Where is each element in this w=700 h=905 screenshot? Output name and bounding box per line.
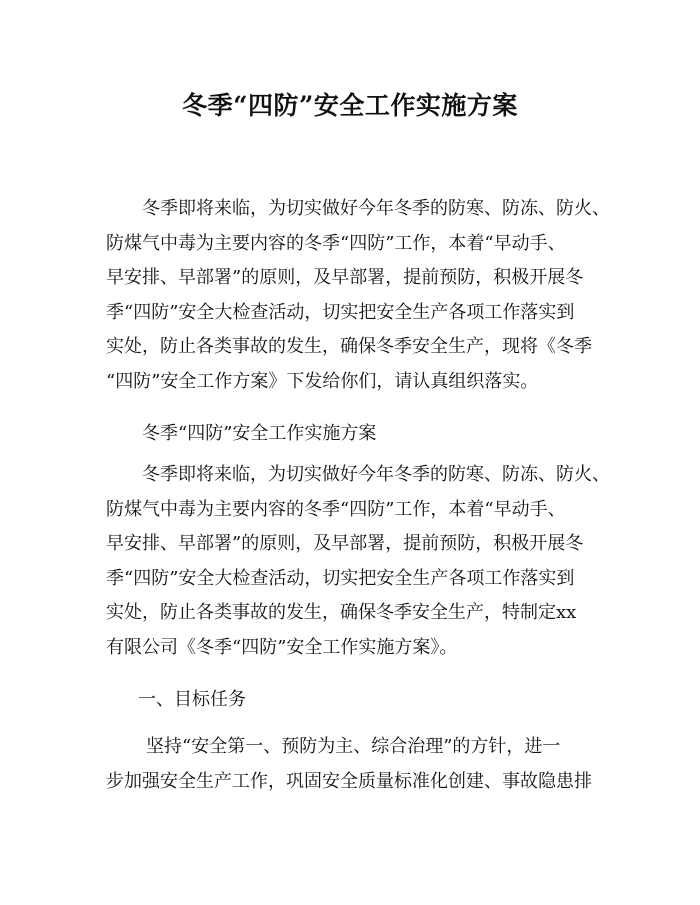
goal-paragraph <box>106 730 606 799</box>
paragraph-line: 实处，防止各类事故的发生，确保冬季安全生产，特制定xx <box>106 602 577 624</box>
paragraph-line: 冬季即将来临，为切实做好今年冬季的防寒、防冻、防火、 <box>142 464 610 485</box>
intro-paragraph <box>106 192 610 400</box>
paragraph-line: 季“四防”安全大检查活动，切实把安全生产各项工作落实到 <box>106 567 575 589</box>
section-heading-paragraph <box>106 683 606 718</box>
body-paragraph <box>106 458 610 666</box>
paragraph-line: 防煤气中毒为主要内容的冬季“四防”工作，本着“早动手、 <box>106 232 566 254</box>
paragraph-line: 冬季即将来临，为切实做好今年冬季的防寒、防冻、防火、 <box>142 198 610 219</box>
paragraph-line: 防煤气中毒为主要内容的冬季“四防”工作，本着“早动手、 <box>106 498 566 520</box>
paragraph-line: 早安排、早部署”的原则，及早部署，提前预防，积极开展冬 <box>106 267 584 289</box>
paragraph-line: 有限公司《冬季“四防”安全工作实施方案》。 <box>106 636 458 658</box>
paragraph-line: 坚持“安全第一、预防为主、综合治理”的方针，进一 <box>146 736 561 757</box>
subtitle-paragraph <box>106 417 606 452</box>
paragraph-line: 早安排、早部署”的原则，及早部署，提前预防，积极开展冬 <box>106 533 584 555</box>
paragraph-line: 步加强安全生产工作，巩固安全质量标准化创建、事故隐患排 <box>106 770 592 792</box>
subtitle-line: 冬季“四防”安全工作实施方案 <box>142 423 377 444</box>
paragraph-line: “四防”安全工作方案》下发给你们，请认真组织落实。 <box>106 370 539 392</box>
document-title: 冬季“四防”安全工作实施方案 <box>182 91 518 120</box>
paragraph-line: 季“四防”安全大检查活动，切实把安全生产各项工作落实到 <box>106 301 575 323</box>
section-heading: 一、目标任务 <box>138 689 246 710</box>
paragraph-line: 实处，防止各类事故的发生，确保冬季安全生产，现将《冬季 <box>106 336 592 358</box>
